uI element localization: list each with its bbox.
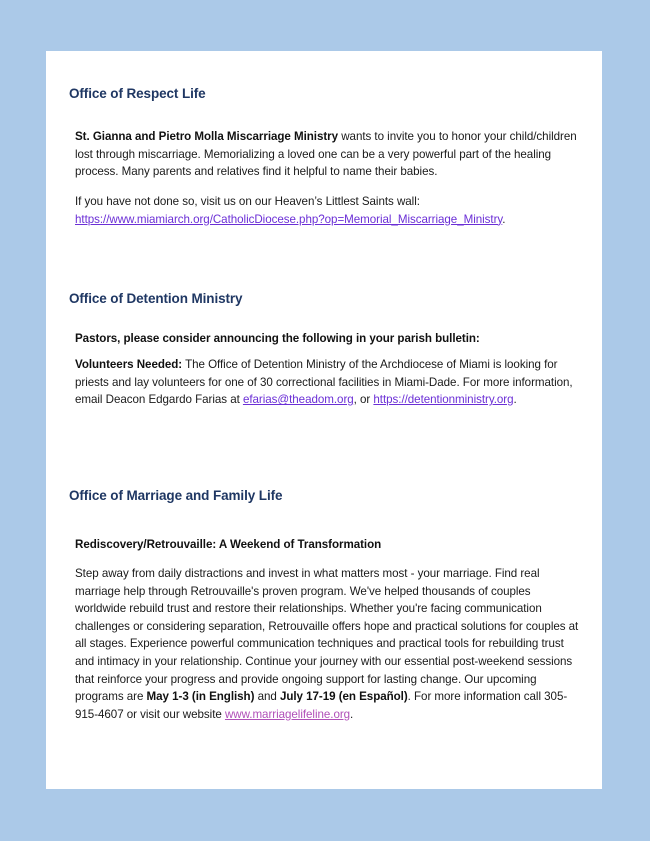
bold-lead: St. Gianna and Pietro Molla Miscarriage Ministry <box>75 130 339 143</box>
bold-lead: Rediscovery/Retrouvaille: A Weekend of Transformation <box>75 538 382 551</box>
body-text: Step away from daily distractions and invest in what matters most - your marriage. Find real marriage help through Retrouvaille's proven program. We've helped thousands of couples worldwide rebuild trust and restore their relationships. Whether you're facing communication challenges or considering separation, Retrouvaille offers hope and practical solutions for couples at all stages. Experience powerful communication techniques and practical tools for rebuilding trust and intimacy in your relationship. Continue your journey with our essential post-weekend sessions that reinforce your progress and provide ongoing support for lasting change. Our upcoming programs are <box>75 567 579 704</box>
body-text: If you have not done so, visit us on our Heaven’s Littlest Saints wall: <box>75 195 420 208</box>
pastors-notice <box>75 330 580 348</box>
email-link[interactable]: efarias@theadom.org <box>242 393 354 407</box>
body-text: . For more information call 305-915-4607 or visit our website <box>75 690 568 721</box>
document-page <box>46 51 602 789</box>
detention-ministry-link[interactable]: https://detentionministry.org <box>373 393 514 407</box>
body-text: wants to invite you to honor your child/children lost through miscarriage. Memorializing a loved one can be a very powerful part of the healing process. Many parents and relatives find it helpful to name their babies. <box>75 130 577 179</box>
punctuation: . <box>350 707 354 721</box>
volunteers-paragraph <box>75 356 580 409</box>
body-text: The Office of Detention Ministry of the Archdiocese of Miami is looking for priests and lay volunteers for one of 30 correctional facilities in Miami-Dade. For more information, email Deacon Edgardo Farias at <box>75 358 573 407</box>
punctuation: . <box>502 212 506 226</box>
retrouvaille-paragraph <box>75 565 580 723</box>
miscarriage-ministry-paragraph <box>75 128 580 181</box>
bold-lead: Volunteers Needed: <box>75 358 183 371</box>
bold-lead: Pastors, please consider announcing the following in your parish bulletin: <box>75 332 480 345</box>
english-dates: May 1-3 (in English) <box>146 690 255 704</box>
marriage-lifeline-link[interactable]: www.marriagelifeline.org <box>224 707 351 721</box>
section-title-detention-ministry: Office of Detention Ministry <box>69 291 243 306</box>
body-text: , or <box>353 393 374 407</box>
miscarriage-ministry-link[interactable]: https://www.miamiarch.org/CatholicDiocese.php?op=Memorial_Miscarriage_Ministry <box>75 212 503 226</box>
saints-wall-paragraph <box>75 193 580 228</box>
section-title-respect-life: Office of Respect Life <box>69 86 206 101</box>
body-text: and <box>254 690 280 704</box>
section-title-marriage-family: Office of Marriage and Family Life <box>69 488 283 503</box>
punctuation: . <box>513 393 517 407</box>
retrouvaille-heading <box>75 536 580 554</box>
spanish-dates: July 17-19 (en Español) <box>279 690 408 704</box>
